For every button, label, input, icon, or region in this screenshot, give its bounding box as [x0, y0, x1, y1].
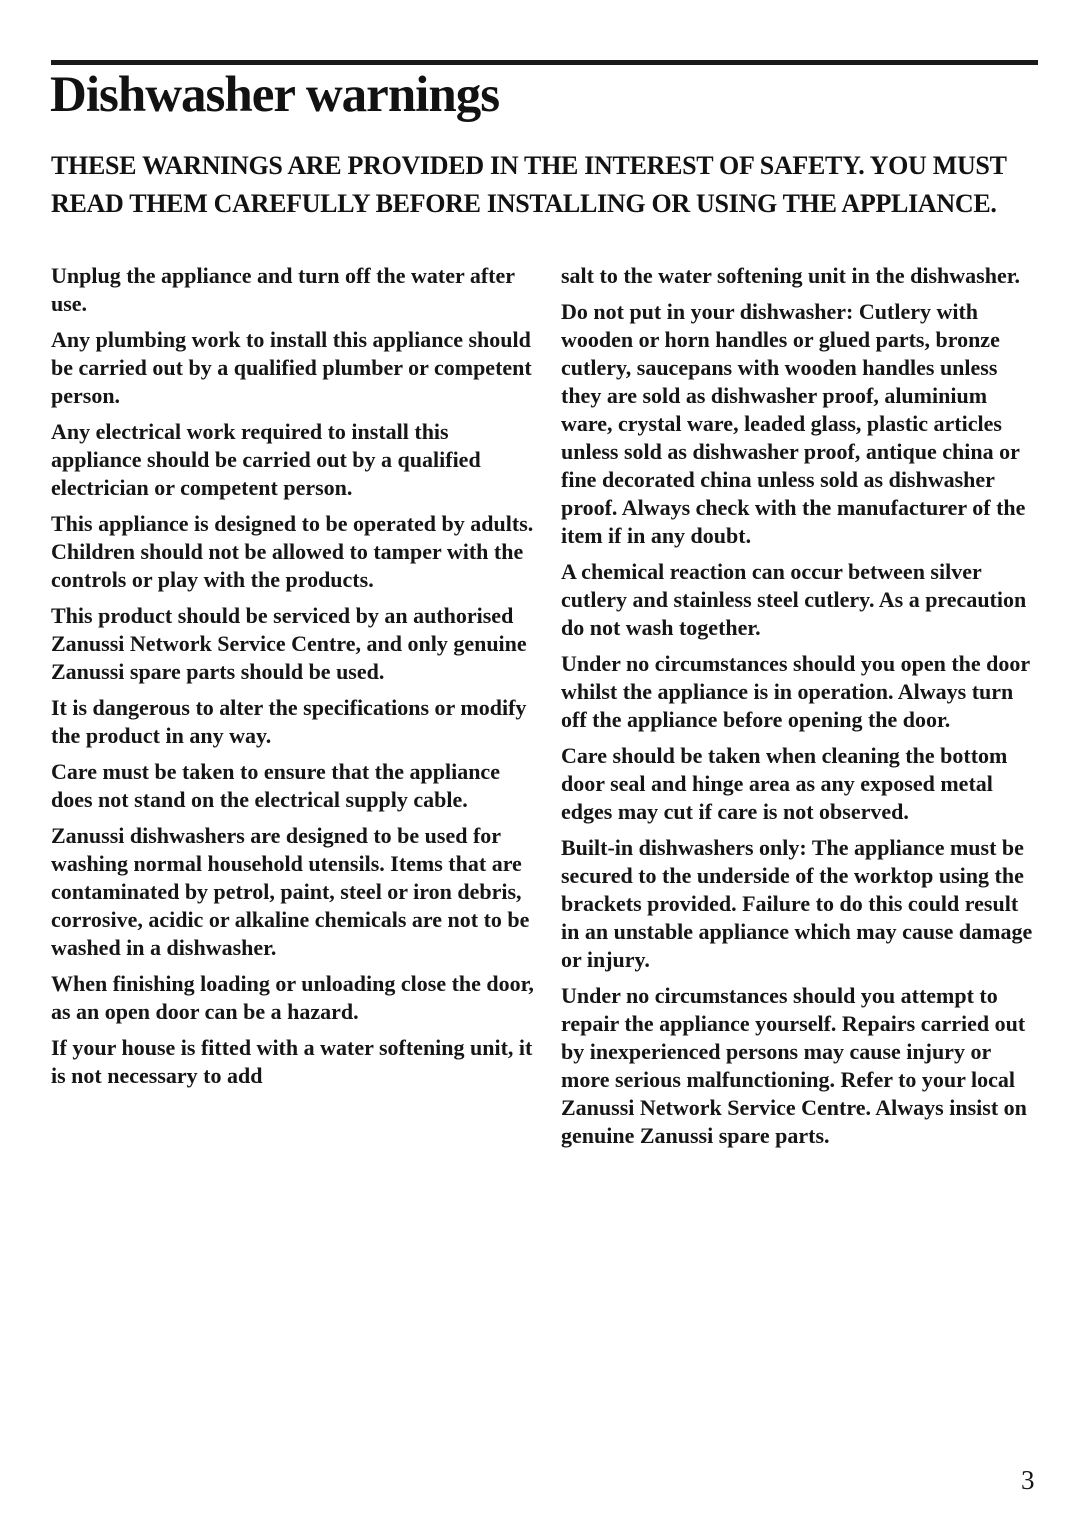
- warning-paragraph: Any electrical work required to install this appliance should be carried out by a qualified electrician or competent person.: [51, 419, 481, 500]
- warnings-right-column: [561, 262, 1041, 1158]
- warning-paragraph: This product should be serviced by an authorised Zanussi Network Service Centre, and only genuine Zanussi spare parts should be used.: [51, 603, 527, 684]
- safety-notice: [51, 147, 1041, 223]
- warning-paragraph: When finishing loading or unloading close the door, as an open door can be a hazard.: [51, 971, 534, 1024]
- warning-paragraph: Built-in dishwashers only: The appliance must be secured to the underside of the worktop using the brackets provided. Failure to do this could result in an unstable appliance which may cause damage or injury.: [561, 835, 1033, 972]
- warning-paragraph: If your house is fitted with a water softening unit, it is not necessary to add: [51, 1035, 533, 1088]
- warning-paragraph: Care should be taken when cleaning the bottom door seal and hinge area as any exposed metal edges may cut if care is not observed.: [561, 743, 1008, 824]
- warning-paragraph: Unplug the appliance and turn off the water after use.: [51, 263, 515, 316]
- page-title: Dishwasher warnings: [50, 67, 500, 123]
- warning-paragraph: Any plumbing work to install this appliance should be carried out by a qualified plumber or competent person.: [51, 327, 532, 408]
- warnings-left-column: [51, 262, 534, 1158]
- header-rule: [51, 60, 1038, 65]
- warning-paragraph: Do not put in your dishwasher: Cutlery with wooden or horn handles or glued parts, bronze cutlery, saucepans with wooden handles unless they are sold as dishwasher proof, aluminium ware, crystal ware, leaded glass, plastic articles unless sold as dishwasher proof, antique china or fine decorated china unless sold as dishwasher proof. Always check with the manufacturer of the item if in any doubt.: [561, 299, 1026, 548]
- warning-paragraph: salt to the water softening unit in the dishwasher.: [561, 263, 1020, 288]
- warning-paragraph: It is dangerous to alter the specifications or modify the product in any way.: [51, 695, 527, 748]
- warnings-columns: [51, 262, 1041, 1158]
- page-number: 3: [1021, 1465, 1035, 1495]
- warning-paragraph: Zanussi dishwashers are designed to be used for washing normal household utensils. Items that are contaminated by petrol, paint, steel or iron debris, corrosive, acidic or alkaline chemicals are not to be washed in a dishwasher.: [51, 823, 530, 960]
- warning-paragraph: A chemical reaction can occur between silver cutlery and stainless steel cutlery. As a precaution do not wash together.: [561, 559, 1027, 640]
- safety-notice-line-1: THESE WARNINGS ARE PROVIDED IN THE INTEREST OF SAFETY. YOU MUST: [51, 151, 1007, 180]
- warning-paragraph: Under no circumstances should you attempt to repair the appliance yourself. Repairs carried out by inexperienced persons may cause injury or more serious malfunctioning. Refer to your local Zanussi Network Service Centre. Always insist on genuine Zanussi spare parts.: [561, 983, 1027, 1148]
- warning-paragraph: Care must be taken to ensure that the appliance does not stand on the electrical supply cable.: [51, 759, 500, 812]
- warning-paragraph: Under no circumstances should you open the door whilst the appliance is in operation. Always turn off the appliance before opening the door.: [561, 651, 1030, 732]
- warning-paragraph: This appliance is designed to be operated by adults. Children should not be allowed to tamper with the controls or play with the products.: [51, 511, 534, 592]
- safety-notice-line-2: READ THEM CAREFULLY BEFORE INSTALLING OR USING THE APPLIANCE.: [51, 189, 997, 218]
